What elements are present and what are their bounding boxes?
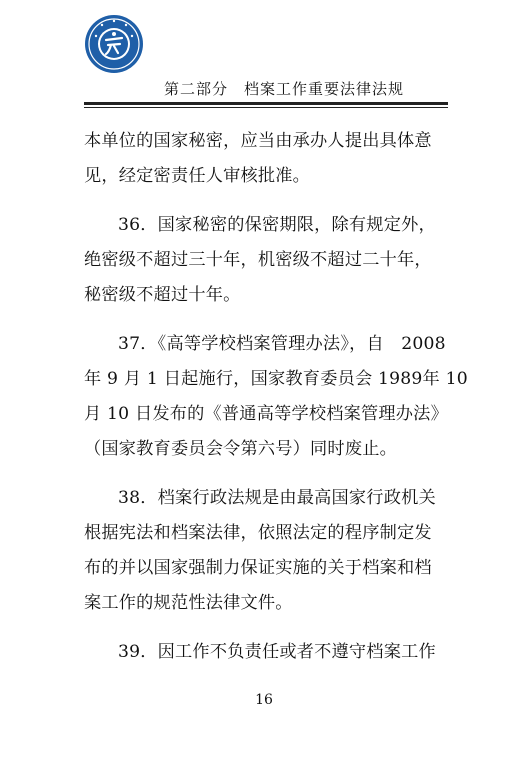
text-line: 年 9 月 1 日起施行，国家教育委员会 1989年 10: [84, 369, 468, 389]
text-line: 案工作的规范性法律文件。: [84, 593, 293, 613]
text-line: 布的并以国家强制力保证实施的关于档案和档: [84, 558, 432, 578]
header-rule-thick: [84, 102, 448, 105]
text-line: 秘密级不超过十年。: [84, 285, 241, 305]
page-header: [84, 14, 448, 98]
text-line: 本单位的国家秘密，应当由承办人提出具体意: [84, 131, 432, 151]
text-line: （国家教育委员会令第六号）同时废止。: [84, 439, 397, 459]
paragraph-continuation: [84, 124, 448, 194]
paragraph-36: [84, 208, 448, 313]
header-title: 第二部分 档案工作重要法律法规: [164, 80, 405, 98]
text-line: 根据宪法和档案法律，依照法定的程序制定发: [84, 523, 432, 543]
paragraph-38: [84, 481, 448, 621]
text-line: 见，经定密责任人审核批准。: [84, 166, 311, 186]
text-line: 月 10 日发布的《普通高等学校档案管理办法》: [84, 404, 448, 424]
text-line: 36．国家秘密的保密期限，除有规定外，: [118, 215, 436, 235]
document-body: [84, 124, 468, 684]
paragraph-39: [84, 635, 448, 670]
text-line: 39．因工作不负责任或者不遵守档案工作: [118, 642, 436, 662]
text-line: 37．《高等学校档案管理办法》，自 2008: [118, 334, 446, 354]
header-rule-thin: [84, 107, 448, 108]
text-line: 38．档案行政法规是由最高国家行政机关: [118, 488, 436, 508]
page-number: 16: [255, 692, 273, 708]
paragraph-37: [84, 327, 468, 467]
text-line: 绝密级不超过三十年，机密级不超过二十年，: [84, 250, 432, 270]
school-logo: [84, 14, 144, 74]
